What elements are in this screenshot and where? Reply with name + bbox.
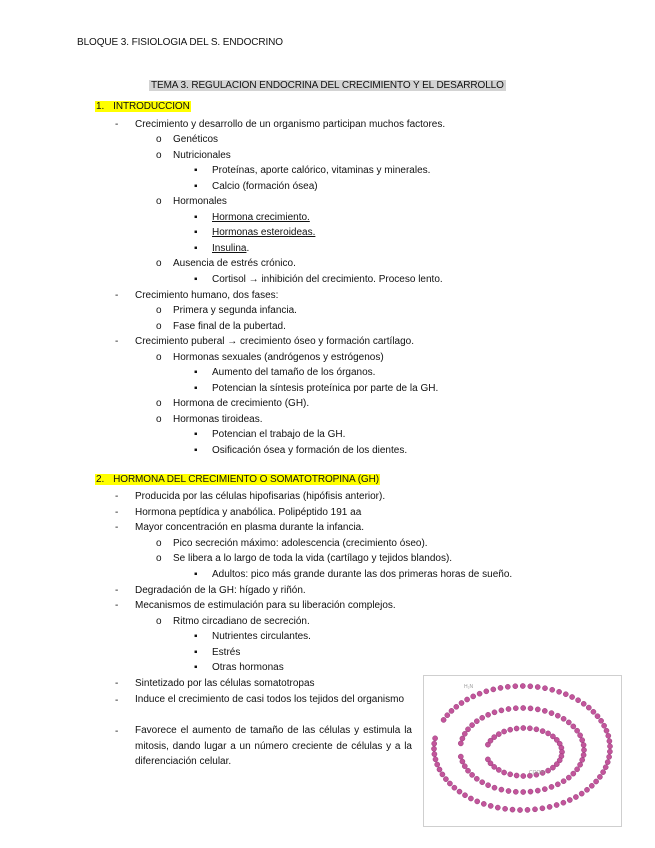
section-number: 1.: [96, 101, 105, 112]
amino-acid-bead: [449, 708, 454, 713]
amino-acid-bead: [557, 689, 562, 694]
list-item: Degradación de la GH: hígado y riñón.: [135, 585, 306, 596]
amino-acid-bead: [580, 738, 585, 743]
amino-acid-bead: [465, 697, 470, 702]
amino-acid-bead: [561, 716, 566, 721]
amino-acid-bead: [474, 719, 479, 724]
gh-molecule-figure: [423, 675, 622, 827]
amino-acid-bead: [485, 757, 490, 762]
amino-acid-bead: [540, 729, 545, 734]
amino-acid-bead: [566, 775, 571, 780]
amino-acid-bead: [555, 713, 560, 718]
amino-acid-bead: [542, 686, 547, 691]
list-item: Nutricionales: [173, 150, 231, 161]
amino-acid-bead: [561, 779, 566, 784]
amino-acid-bead: [607, 744, 612, 749]
list-item: Crecimiento humano, dos fases:: [135, 290, 279, 301]
bullet-dash: -: [115, 585, 119, 596]
bullet-square: ▪: [194, 227, 198, 238]
amino-acid-bead: [528, 684, 533, 689]
list-item: Calcio (formación ósea): [212, 181, 318, 192]
list-item: Sintetizado por las células somatotropas: [135, 678, 315, 689]
list-item: Producida por las células hipofisarias (hipófisis anterior).: [135, 491, 386, 502]
amino-acid-bead: [570, 694, 575, 699]
section-title: HORMONA DEL CRECIMIENTO O SOMATOTROPINA (GH): [113, 474, 379, 485]
amino-acid-bead: [599, 718, 604, 723]
list-item: Osificación ósea y formación de los dientes.: [212, 445, 408, 456]
bullet-circle: o: [156, 538, 162, 549]
amino-acid-bead: [534, 727, 539, 732]
bullet-square: ▪: [194, 243, 198, 254]
list-item: Proteínas, aporte calórico, vitaminas y minerales.: [212, 165, 431, 176]
amino-acid-bead: [495, 805, 500, 810]
amino-acid-bead: [514, 726, 519, 731]
amino-acid-bead: [591, 709, 596, 714]
list-item: Ausencia de estrés crónico.: [173, 258, 296, 269]
bullet-square: ▪: [194, 429, 198, 440]
amino-acid-bead: [457, 789, 462, 794]
list-item: Estrés: [212, 647, 241, 658]
list-item: Mecanismos de estimulación para su liberación complejos.: [135, 600, 396, 611]
bullet-circle: o: [156, 616, 162, 627]
section-2-heading: [95, 474, 380, 485]
amino-acid-bead: [499, 787, 504, 792]
amino-acid-bead: [575, 767, 580, 772]
gh-molecule-diagram: [424, 676, 621, 826]
amino-acid-bead: [452, 785, 457, 790]
bullet-dash: -: [115, 726, 119, 737]
bullet-circle: o: [156, 258, 162, 269]
amino-acid-bead: [563, 692, 568, 697]
list-item: Nutrientes circulantes.: [212, 631, 311, 642]
amino-acid-bead: [458, 754, 463, 759]
amino-acid-bead: [567, 797, 572, 802]
bullet-square: ▪: [194, 274, 198, 285]
amino-acid-bead: [506, 706, 511, 711]
amino-acid-bead: [581, 701, 586, 706]
amino-acid-bead: [603, 765, 608, 770]
amino-acid-bead: [555, 782, 560, 787]
amino-acid-bead: [432, 752, 437, 757]
section-1-heading: [95, 101, 191, 112]
bullet-circle: o: [156, 553, 162, 564]
amino-acid-bead: [491, 687, 496, 692]
amino-acid-bead: [454, 704, 459, 709]
amino-acid-bead: [566, 720, 571, 725]
bullet-circle: o: [156, 414, 162, 425]
amino-acid-bead: [486, 712, 491, 717]
amino-acid-bead: [447, 781, 452, 786]
amino-acid-bead: [480, 715, 485, 720]
paragraph-item: [135, 692, 412, 708]
list-item: Crecimiento y desarrollo de un organismo participan muchos factores.: [135, 119, 446, 130]
amino-acid-bead: [499, 708, 504, 713]
list-item: Hormonas sexuales (andrógenos y estrógenos): [173, 352, 384, 363]
amino-acid-bead: [517, 807, 522, 812]
amino-acid-bead: [502, 729, 507, 734]
amino-acid-bead: [480, 780, 485, 785]
punctuation: .: [246, 243, 250, 254]
amino-acid-bead: [584, 787, 589, 792]
amino-acid-bead: [462, 764, 467, 769]
amino-acid-bead: [550, 765, 555, 770]
bullet-square: ▪: [194, 181, 198, 192]
list-item: Potencian la síntesis proteínica por parte de la GH.: [212, 383, 439, 394]
bullet-circle: o: [156, 305, 162, 316]
amino-acid-bead: [458, 741, 463, 746]
amino-acid-bead: [604, 728, 609, 733]
amino-acid-bead: [502, 770, 507, 775]
amino-acid-bead: [607, 739, 612, 744]
bullet-dash: -: [115, 695, 119, 706]
amino-acid-bead: [535, 788, 540, 793]
amino-acid-bead: [505, 684, 510, 689]
amino-acid-bead: [492, 735, 497, 740]
amino-acid-bead: [595, 714, 600, 719]
list-item: Hormonas esteroideas.: [212, 227, 316, 238]
list-item: Cortisol → inhibición del crecimiento. Proceso lento.: [212, 274, 443, 285]
bullet-square: ▪: [194, 647, 198, 658]
list-item: Crecimiento puberal → crecimiento óseo y formación cartílago.: [135, 336, 415, 347]
amino-acid-bead: [465, 768, 470, 773]
bullet-circle: o: [156, 134, 162, 145]
paragraph-text: Favorece el aumento de tamaño de las células y estimula la mitosis, dando lugar a un número creciente de células y a la diferenciación celular.: [135, 725, 412, 767]
bullet-square: ▪: [194, 569, 198, 580]
amino-acid-bead: [597, 774, 602, 779]
amino-acid-bead: [443, 777, 448, 782]
amino-acid-bead: [508, 727, 513, 732]
amino-acid-bead: [460, 759, 465, 764]
bullet-dash: -: [115, 522, 119, 533]
bullet-square: ▪: [194, 631, 198, 642]
amino-acid-bead: [607, 749, 612, 754]
list-item: [212, 242, 249, 255]
amino-acid-bead: [475, 799, 480, 804]
paragraph-item: [135, 723, 412, 770]
amino-acid-bead: [492, 710, 497, 715]
amino-acid-bead: [601, 770, 606, 775]
amino-acid-bead: [589, 783, 594, 788]
n-terminus-label: H₂N: [464, 684, 474, 690]
amino-acid-bead: [586, 705, 591, 710]
amino-acid-bead: [535, 707, 540, 712]
document-header: BLOQUE 3. FISIOLOGIA DEL S. ENDOCRINO: [77, 37, 283, 48]
amino-acid-bead: [437, 767, 442, 772]
bullet-circle: o: [156, 150, 162, 161]
amino-acid-bead: [576, 698, 581, 703]
list-item: Potencian el trabajo de la GH.: [212, 429, 346, 440]
amino-acid-bead: [578, 762, 583, 767]
amino-acid-bead: [462, 731, 467, 736]
bullet-square: ▪: [194, 212, 198, 223]
bullet-dash: -: [115, 336, 119, 347]
list-item: Mayor concentración en plasma durante la infancia.: [135, 522, 365, 533]
amino-acid-bead: [535, 684, 540, 689]
amino-acid-bead: [465, 727, 470, 732]
list-item: Ritmo circadiano de secreción.: [173, 616, 310, 627]
amino-acid-bead: [549, 711, 554, 716]
amino-acid-bead: [503, 806, 508, 811]
bullet-square: ▪: [194, 383, 198, 394]
bullet-square: ▪: [194, 165, 198, 176]
amino-acid-bead: [514, 773, 519, 778]
section-title: INTRODUCCION: [113, 101, 190, 112]
amino-acid-bead: [546, 731, 551, 736]
amino-acid-bead: [607, 754, 612, 759]
amino-acid-bead: [510, 807, 515, 812]
bullet-dash: -: [115, 507, 119, 518]
amino-acid-bead: [581, 742, 586, 747]
amino-acid-bead: [513, 789, 518, 794]
amino-acid-bead: [527, 726, 532, 731]
bullet-dash: -: [115, 600, 119, 611]
list-item: Fase final de la pubertad.: [173, 321, 286, 332]
list-item: Aumento del tamaño de los órganos.: [212, 367, 376, 378]
amino-acid-bead: [488, 803, 493, 808]
bullet-circle: o: [156, 196, 162, 207]
list-item: Se libera a lo largo de toda la vida (cartílago y tejidos blandos).: [173, 553, 453, 564]
bullet-circle: o: [156, 321, 162, 332]
amino-acid-bead: [550, 687, 555, 692]
amino-acid-bead: [460, 736, 465, 741]
amino-acid-bead: [462, 793, 467, 798]
amino-acid-bead: [581, 752, 586, 757]
amino-acid-bead: [579, 791, 584, 796]
amino-acid-bead: [513, 706, 518, 711]
bullet-square: ▪: [194, 662, 198, 673]
list-item: Pico secreción máximo: adolescencia (crecimiento óseo).: [173, 538, 428, 549]
amino-acid-bead: [471, 694, 476, 699]
amino-acid-bead: [554, 802, 559, 807]
bullet-circle: o: [156, 352, 162, 363]
c-terminus-label: COOH: [529, 770, 544, 776]
paragraph-text: Induce el crecimiento de casi todos los tejidos del organismo: [135, 694, 405, 705]
bullet-dash: -: [115, 119, 119, 130]
amino-acid-bead: [521, 705, 526, 710]
amino-acid-bead: [481, 801, 486, 806]
bullet-dash: -: [115, 491, 119, 502]
amino-acid-bead: [542, 708, 547, 713]
amino-acid-bead: [484, 689, 489, 694]
amino-acid-bead: [459, 700, 464, 705]
list-item: Adultos: pico más grande durante las dos primeras horas de sueño.: [212, 569, 513, 580]
amino-acid-bead: [580, 757, 585, 762]
amino-acid-bead: [561, 800, 566, 805]
amino-acid-bead: [581, 747, 586, 752]
amino-acid-bead: [433, 736, 438, 741]
amino-acid-bead: [468, 796, 473, 801]
amino-acid-bead: [440, 772, 445, 777]
amino-acid-bead: [477, 691, 482, 696]
underlined-term: Insulina: [212, 243, 247, 254]
amino-acid-bead: [496, 732, 501, 737]
amino-acid-bead: [441, 717, 446, 722]
amino-acid-bead: [575, 728, 580, 733]
amino-acid-bead: [435, 762, 440, 767]
list-item: Hormona de crecimiento (GH).: [173, 398, 310, 409]
bullet-dash: -: [115, 678, 119, 689]
amino-acid-bead: [520, 683, 525, 688]
amino-acid-bead: [470, 772, 475, 777]
amino-acid-bead: [506, 788, 511, 793]
list-item: Hormona crecimiento.: [212, 212, 310, 223]
amino-acid-bead: [433, 757, 438, 762]
amino-acid-bead: [549, 784, 554, 789]
list-item: Otras hormonas: [212, 662, 284, 673]
amino-acid-bead: [573, 794, 578, 799]
amino-acid-bead: [498, 685, 503, 690]
amino-acid-bead: [431, 746, 436, 751]
amino-acid-bead: [602, 723, 607, 728]
amino-acid-bead: [521, 773, 526, 778]
amino-acid-bead: [508, 772, 513, 777]
amino-acid-bead: [521, 789, 526, 794]
amino-acid-bead: [578, 733, 583, 738]
amino-acid-bead: [528, 706, 533, 711]
amino-acid-bead: [605, 760, 610, 765]
amino-acid-bead: [571, 724, 576, 729]
amino-acid-bead: [606, 733, 611, 738]
amino-acid-chain: [431, 683, 612, 812]
amino-acid-bead: [474, 776, 479, 781]
amino-acid-bead: [445, 713, 450, 718]
amino-acid-bead: [521, 725, 526, 730]
bullet-circle: o: [156, 398, 162, 409]
amino-acid-bead: [513, 684, 518, 689]
amino-acid-bead: [540, 806, 545, 811]
bullet-square: ▪: [194, 367, 198, 378]
amino-acid-bead: [528, 789, 533, 794]
list-item: Hormonas tiroideas.: [173, 414, 263, 425]
amino-acid-bead: [594, 779, 599, 784]
list-item: Genéticos: [173, 134, 219, 145]
amino-acid-bead: [432, 741, 437, 746]
list-item: Hormona peptídica y anabólica. Polipéptido 191 aa: [135, 507, 362, 518]
amino-acid-bead: [542, 787, 547, 792]
amino-acid-bead: [532, 807, 537, 812]
amino-acid-bead: [470, 723, 475, 728]
amino-acid-bead: [486, 783, 491, 788]
amino-acid-bead: [525, 807, 530, 812]
amino-acid-bead: [571, 771, 576, 776]
amino-acid-bead: [547, 804, 552, 809]
section-number: 2.: [96, 474, 105, 485]
list-item: Primera y segunda infancia.: [173, 305, 297, 316]
list-item: Hormonales: [173, 196, 227, 207]
amino-acid-bead: [496, 767, 501, 772]
amino-acid-bead: [546, 768, 551, 773]
amino-acid-bead: [492, 785, 497, 790]
bullet-square: ▪: [194, 445, 198, 456]
bullet-dash: -: [115, 290, 119, 301]
topic-title: TEMA 3. REGULACION ENDOCRINA DEL CRECIMIENTO Y EL DESARROLLO: [151, 80, 504, 91]
